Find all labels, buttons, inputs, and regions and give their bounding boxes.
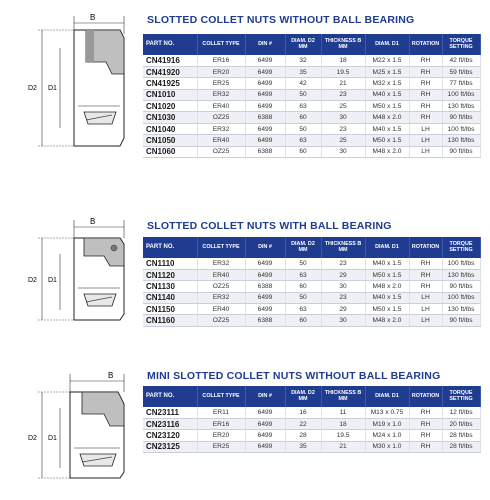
spec-table: [143, 34, 481, 158]
table-row: [143, 269, 480, 280]
table-row: [143, 89, 480, 100]
col-rotation: ROTATION: [409, 386, 442, 407]
cell: CN23120: [143, 430, 197, 441]
cell: 60: [285, 281, 321, 292]
cell: 50: [285, 258, 321, 269]
cell: CN1040: [143, 123, 197, 134]
cell: M50 x 1.5: [365, 101, 409, 112]
section-title: SLOTTED COLLET NUTS WITHOUT BALL BEARING: [147, 14, 415, 26]
cell: CN23125: [143, 441, 197, 452]
cell: 6499: [245, 430, 285, 441]
cell: CN1150: [143, 304, 197, 315]
cell: M50 x 1.5: [365, 304, 409, 315]
cell: RH: [409, 430, 442, 441]
table-row: [143, 78, 480, 89]
cell: 77 ft/lbs: [442, 78, 480, 89]
cell: CN1020: [143, 101, 197, 112]
cell: CN41916: [143, 55, 197, 66]
cell: ER32: [197, 123, 245, 134]
cell: 16: [285, 407, 321, 418]
cell: CN1160: [143, 315, 197, 326]
cell: 35: [285, 441, 321, 452]
cell: 63: [285, 269, 321, 280]
cell: 6499: [245, 292, 285, 303]
cell: LH: [409, 292, 442, 303]
col-torque-setting: TORQUE SETTING: [442, 386, 480, 407]
cell: 6499: [245, 304, 285, 315]
table-header: [143, 34, 480, 55]
cell: 30: [321, 112, 365, 123]
cell: ER25: [197, 441, 245, 452]
table-row: [143, 146, 480, 157]
table-row: [143, 123, 480, 134]
col-part-no: PART NO.: [143, 386, 197, 407]
col-collet-type: COLLET TYPE: [197, 34, 245, 55]
cell: ER11: [197, 407, 245, 418]
cell: 100 ft/lbs: [442, 89, 480, 100]
cell: CN1110: [143, 258, 197, 269]
cell: RH: [409, 112, 442, 123]
cell: ER20: [197, 66, 245, 77]
cell: ER32: [197, 292, 245, 303]
cell: M40 x 1.5: [365, 292, 409, 303]
collet-nut-drawing: [24, 364, 128, 484]
cell: M32 x 1.5: [365, 78, 409, 89]
col-collet-type: COLLET TYPE: [197, 386, 245, 407]
cell: M50 x 1.5: [365, 269, 409, 280]
cell: M19 x 1.0: [365, 418, 409, 429]
cell: 12 ft/lbs: [442, 407, 480, 418]
table-row: [143, 258, 480, 269]
table-row: [143, 55, 480, 66]
cell: 90 ft/lbs: [442, 112, 480, 123]
cell: 23: [321, 123, 365, 134]
col-diam-d2: DIAM. D2 MM: [285, 237, 321, 258]
table-row: [143, 407, 480, 418]
cell: 21: [321, 441, 365, 452]
table-header: [143, 237, 480, 258]
cell: RH: [409, 258, 442, 269]
cell: CN1130: [143, 281, 197, 292]
cell: LH: [409, 135, 442, 146]
cell: 50: [285, 123, 321, 134]
cell: RH: [409, 101, 442, 112]
cell: 25: [321, 135, 365, 146]
cell: OZ25: [197, 146, 245, 157]
dim-label-b: B: [90, 217, 96, 226]
cell: OZ25: [197, 281, 245, 292]
cell: CN23116: [143, 418, 197, 429]
cell: 18: [321, 55, 365, 66]
cell: 63: [285, 135, 321, 146]
dim-label-d1: D1: [48, 435, 57, 442]
cell: M24 x 1.0: [365, 430, 409, 441]
col-rotation: ROTATION: [409, 237, 442, 258]
dim-label-d1: D1: [48, 85, 57, 92]
cell: 6499: [245, 66, 285, 77]
cell: ER40: [197, 304, 245, 315]
col-diam-d1: DIAM. D1: [365, 237, 409, 258]
cell: M48 x 2.0: [365, 281, 409, 292]
section-title: SLOTTED COLLET NUTS WITH BALL BEARING: [147, 220, 392, 232]
table-header: [143, 386, 480, 407]
cell: 63: [285, 304, 321, 315]
col-thickness-b: THICKNESS B MM: [321, 34, 365, 55]
col-collet-type: COLLET TYPE: [197, 237, 245, 258]
cell: 60: [285, 315, 321, 326]
cell: 42: [285, 78, 321, 89]
cell: ER40: [197, 269, 245, 280]
spec-table: [143, 386, 481, 453]
cell: LH: [409, 315, 442, 326]
cell: 28 ft/lbs: [442, 430, 480, 441]
collet-nut-drawing: [24, 8, 128, 153]
cell: 6499: [245, 407, 285, 418]
dim-label-b: B: [108, 371, 114, 380]
col-din: DIN #: [245, 386, 285, 407]
cell: RH: [409, 281, 442, 292]
cell: M40 x 1.5: [365, 258, 409, 269]
cell: ER32: [197, 258, 245, 269]
cell: 23: [321, 89, 365, 100]
cell: LH: [409, 146, 442, 157]
cell: 90 ft/lbs: [442, 146, 480, 157]
cell: 29: [321, 304, 365, 315]
cell: 22: [285, 418, 321, 429]
cell: 32: [285, 55, 321, 66]
cell: CN1120: [143, 269, 197, 280]
spec-table: [143, 237, 481, 327]
cell: 23: [321, 258, 365, 269]
cell: 19.5: [321, 430, 365, 441]
cell: M22 x 1.5: [365, 55, 409, 66]
cell: 6499: [245, 101, 285, 112]
cell: 50: [285, 292, 321, 303]
cell: 130 ft/lbs: [442, 269, 480, 280]
cell: 100 ft/lbs: [442, 123, 480, 134]
cell: 19.5: [321, 66, 365, 77]
cell: 60: [285, 112, 321, 123]
cell: 6499: [245, 418, 285, 429]
section-title: MINI SLOTTED COLLET NUTS WITHOUT BALL BEARING: [147, 370, 441, 382]
cell: RH: [409, 441, 442, 452]
table-row: [143, 418, 480, 429]
cell: M40 x 1.5: [365, 123, 409, 134]
cell: 130 ft/lbs: [442, 304, 480, 315]
col-part-no: PART NO.: [143, 237, 197, 258]
dim-label-b: B: [90, 13, 96, 22]
col-thickness-b: THICKNESS B MM: [321, 386, 365, 407]
cell: 35: [285, 66, 321, 77]
dim-label-d2: D2: [28, 85, 37, 92]
cell: 18: [321, 418, 365, 429]
cell: 28 ft/lbs: [442, 441, 480, 452]
col-part-no: PART NO.: [143, 34, 197, 55]
cell: 29: [321, 269, 365, 280]
cell: 50: [285, 89, 321, 100]
cell: 90 ft/lbs: [442, 315, 480, 326]
cell: 6499: [245, 78, 285, 89]
cell: 6499: [245, 135, 285, 146]
cell: RH: [409, 418, 442, 429]
cell: 130 ft/lbs: [442, 101, 480, 112]
dim-label-d2: D2: [28, 277, 37, 284]
table-row: [143, 281, 480, 292]
col-rotation: ROTATION: [409, 34, 442, 55]
cell: 25: [321, 101, 365, 112]
col-diam-d2: DIAM. D2 MM: [285, 386, 321, 407]
cell: M40 x 1.5: [365, 89, 409, 100]
cell: 59 ft/lbs: [442, 66, 480, 77]
col-diam-d2: DIAM. D2 MM: [285, 34, 321, 55]
cell: RH: [409, 78, 442, 89]
cell: 30: [321, 281, 365, 292]
cell: 21: [321, 78, 365, 89]
cell: ER16: [197, 418, 245, 429]
cell: 6388: [245, 146, 285, 157]
table-row: [143, 66, 480, 77]
cell: ER40: [197, 135, 245, 146]
cell: M30 x 1.0: [365, 441, 409, 452]
cell: ER32: [197, 89, 245, 100]
cell: 6388: [245, 281, 285, 292]
col-diam-d1: DIAM. D1: [365, 34, 409, 55]
cell: CN1010: [143, 89, 197, 100]
table-row: [143, 112, 480, 123]
cell: 30: [321, 146, 365, 157]
dim-label-d1: D1: [48, 277, 57, 284]
cell: 90 ft/lbs: [442, 281, 480, 292]
cell: M48 x 2.0: [365, 315, 409, 326]
cell: RH: [409, 66, 442, 77]
cell: 6499: [245, 123, 285, 134]
cell: 60: [285, 146, 321, 157]
cell: RH: [409, 89, 442, 100]
cell: ER25: [197, 78, 245, 89]
col-din: DIN #: [245, 237, 285, 258]
table-row: [143, 441, 480, 452]
cell: CN41925: [143, 78, 197, 89]
col-din: DIN #: [245, 34, 285, 55]
cell: 100 ft/lbs: [442, 258, 480, 269]
cell: 63: [285, 101, 321, 112]
cell: M48 x 2.0: [365, 112, 409, 123]
cell: 6499: [245, 269, 285, 280]
cell: ER40: [197, 101, 245, 112]
dim-label-d2: D2: [28, 435, 37, 442]
cell: ER16: [197, 55, 245, 66]
cell: OZ25: [197, 112, 245, 123]
cell: 6499: [245, 89, 285, 100]
cell: 30: [321, 315, 365, 326]
table-row: [143, 101, 480, 112]
cell: CN1030: [143, 112, 197, 123]
cell: 6388: [245, 315, 285, 326]
cell: 11: [321, 407, 365, 418]
cell: LH: [409, 304, 442, 315]
cell: 100 ft/lbs: [442, 292, 480, 303]
cell: RH: [409, 269, 442, 280]
col-thickness-b: THICKNESS B MM: [321, 237, 365, 258]
table-row: [143, 315, 480, 326]
col-torque-setting: TORQUE SETTING: [442, 237, 480, 258]
cell: CN23111: [143, 407, 197, 418]
cell: ER20: [197, 430, 245, 441]
cell: CN1060: [143, 146, 197, 157]
cell: 20 ft/lbs: [442, 418, 480, 429]
cell: CN1140: [143, 292, 197, 303]
cell: 6388: [245, 112, 285, 123]
table-row: [143, 292, 480, 303]
cell: RH: [409, 55, 442, 66]
cell: 6499: [245, 441, 285, 452]
table-row: [143, 304, 480, 315]
cell: CN1050: [143, 135, 197, 146]
cell: LH: [409, 123, 442, 134]
table-row: [143, 135, 480, 146]
cell: 28: [285, 430, 321, 441]
cell: 130 ft/lbs: [442, 135, 480, 146]
cell: M13 x 0.75: [365, 407, 409, 418]
cell: RH: [409, 407, 442, 418]
col-torque-setting: TORQUE SETTING: [442, 34, 480, 55]
cell: CN41920: [143, 66, 197, 77]
table-row: [143, 430, 480, 441]
cell: 6499: [245, 55, 285, 66]
cell: 23: [321, 292, 365, 303]
cell: M50 x 1.5: [365, 135, 409, 146]
cell: 6499: [245, 258, 285, 269]
cell: M48 x 2.0: [365, 146, 409, 157]
collet-nut-drawing: [24, 210, 128, 325]
cell: M25 x 1.5: [365, 66, 409, 77]
col-diam-d1: DIAM. D1: [365, 386, 409, 407]
cell: OZ25: [197, 315, 245, 326]
cell: 42 ft/lbs: [442, 55, 480, 66]
